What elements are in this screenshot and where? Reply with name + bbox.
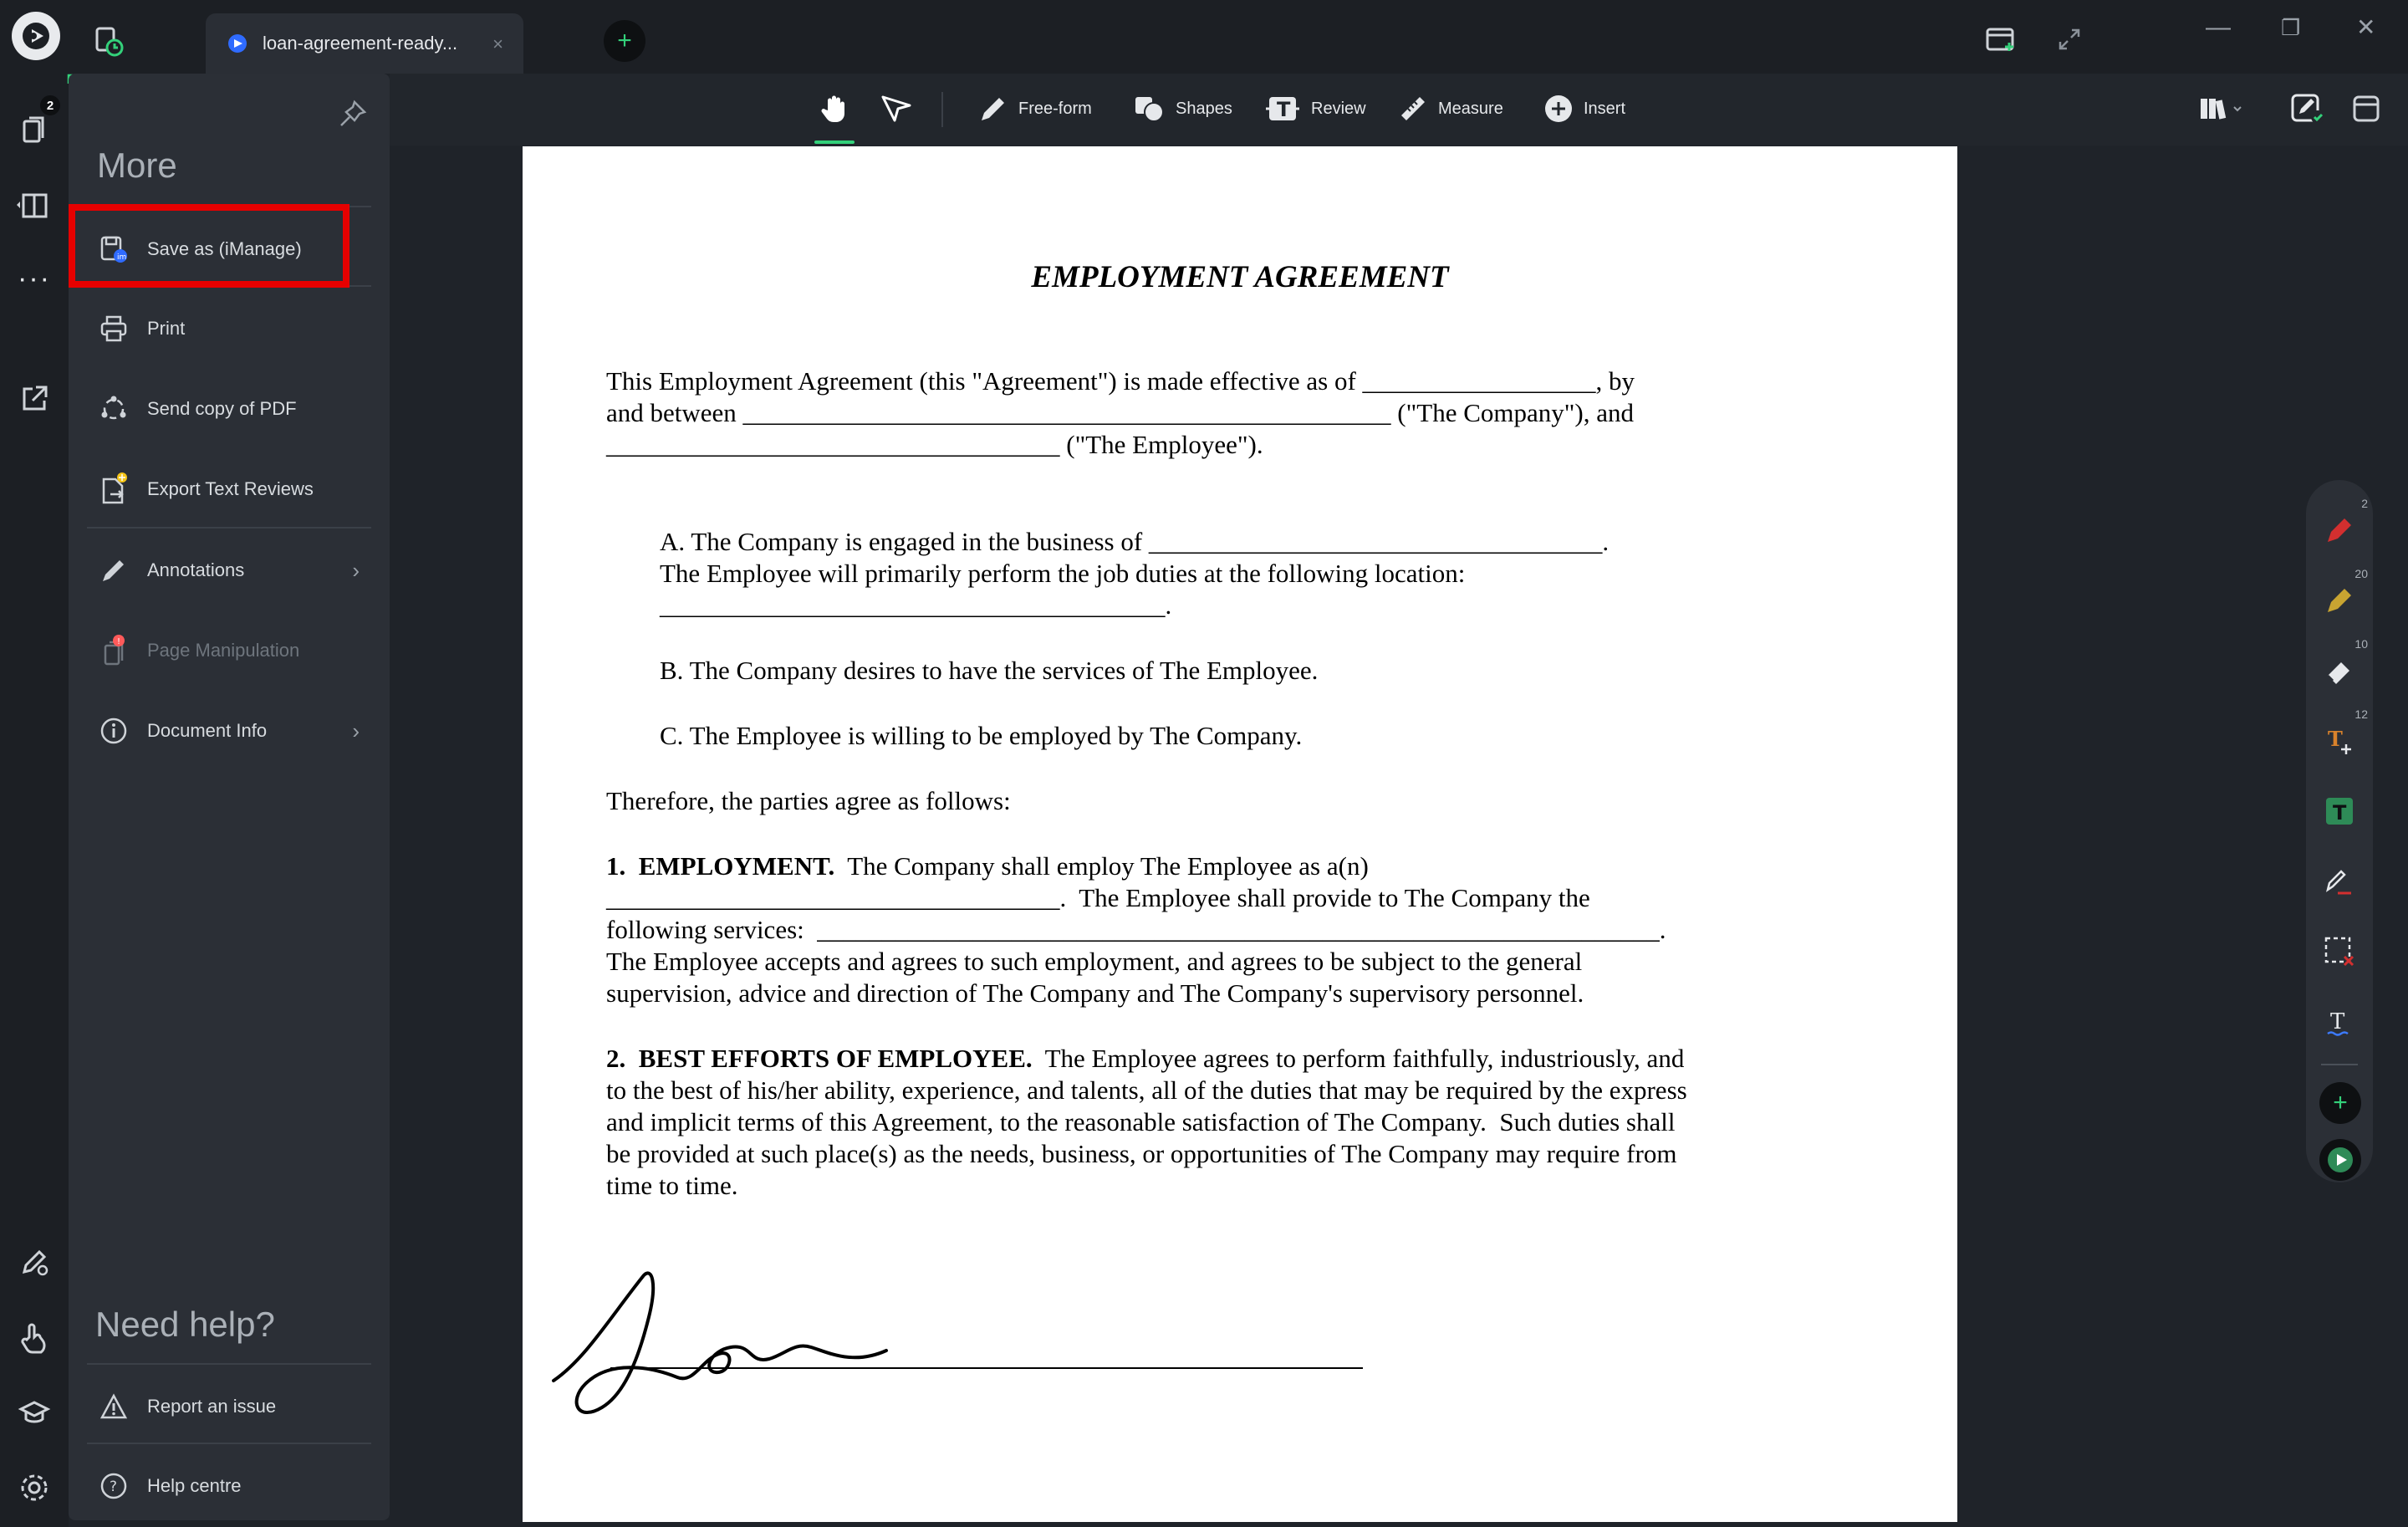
section-1-line: following services: _________________________________________________________________. [606,915,1666,944]
settings-button[interactable] [12,1465,57,1510]
annotations-item[interactable] [87,534,371,606]
panel-title: More [97,146,177,185]
chevron-right-icon: › [352,557,360,583]
intro-line: and between __________________________________________________ ("The Company"), and [606,398,1634,427]
handwritten-signature[interactable] [552,1267,920,1434]
new-window-icon[interactable] [1982,20,2020,59]
intro-line: This Employment Agreement (this "Agreement") is made effective as of __________________, by [606,366,1635,396]
pin-icon[interactable] [338,99,368,133]
review-tool[interactable] [1264,89,1366,129]
pen-icon [978,94,1008,124]
text-box-tool[interactable] [2319,791,2360,831]
sign-tools-button[interactable] [12,1239,57,1284]
recital-a-line: The Employee will primarily perform the job duties at the following location: [660,559,1466,588]
free-form-tool[interactable] [978,89,1092,129]
redact-icon [2323,935,2356,968]
menu-label: Save as (iManage) [147,238,302,259]
edit-mode-button[interactable] [2289,89,2326,129]
text-underline-icon [2323,1005,2356,1039]
books-icon [2197,94,2247,124]
question-icon [99,1471,129,1501]
active-tool-indicator [814,140,855,144]
warning-icon [99,1392,129,1422]
red-pen-tool[interactable] [2319,510,2360,550]
report-issue-item[interactable] [87,1371,371,1443]
book-icon [15,188,54,222]
menu-label: Export Text Reviews [147,478,314,499]
minimize-button[interactable]: — [2206,13,2231,41]
tab-title: loan-agreement-ready... [263,33,458,54]
section-2-text: The Employee agrees to perform faithfully, industriously, and [1032,1044,1685,1073]
svg-text:?: ? [110,1478,118,1495]
section-1-line: ___________________________________. The Employee shall provide to The Company the [606,883,1590,912]
panel-toggle-button[interactable] [2351,89,2381,129]
shapes-icon [1134,94,1166,124]
text-underline-tool[interactable] [2319,1002,2360,1042]
library-view-button[interactable] [2197,89,2247,129]
info-icon [99,716,129,746]
document-info-item[interactable] [87,695,371,767]
eraser-icon [2323,654,2356,687]
section-2-line: to the best of his/her ability, experience, and talents, all of the duties that may be required by the express [606,1075,1687,1105]
close-window-button[interactable]: ✕ [2356,14,2376,40]
add-text-tool[interactable] [2319,721,2360,761]
export-icon [99,474,129,504]
shapes-tool[interactable] [1134,89,1232,129]
export-text-reviews-item[interactable] [87,453,371,525]
toolbar [390,74,2408,146]
pages-panel-button[interactable] [12,98,57,151]
help-title: Need help? [95,1305,275,1344]
library-button[interactable] [12,182,57,227]
chevron-right-icon: › [352,718,360,743]
hand-tool[interactable] [814,89,855,129]
recital-a-line: _______________________________________. [660,590,1172,620]
print-item[interactable] [87,293,371,365]
select-tool[interactable] [876,89,916,129]
section-1-line: supervision, advice and direction of The Company and The Company's supervisory personnel. [606,978,1584,1008]
new-tab-button[interactable]: + [604,20,645,62]
left-rail [0,74,69,1527]
document-page[interactable] [523,146,1957,1522]
annotation-toolbar [2306,480,2373,1182]
red-pen-icon [2323,513,2356,547]
section-2-line: and implicit terms of this Agreement, to the reasonable satisfaction of The Company. Such duties shall [606,1107,1676,1136]
pages-icon [18,111,51,145]
intro-line: ___________________________________ ("The Employee"). [606,430,1263,459]
recent-files-icon[interactable] [87,20,129,62]
assistant-button[interactable] [2319,1139,2361,1181]
menu-label: Document Info [147,720,268,741]
panel-divider [87,1363,371,1365]
pen-icon [99,555,129,585]
menu-label: Print [147,318,186,339]
section-2-first-line [606,1043,1684,1075]
ruler-icon [1398,94,1428,124]
add-tool-button[interactable]: + [2319,1082,2361,1124]
more-dots-icon: ··· [18,262,51,294]
hand-touch-icon [18,1319,51,1356]
external-link-icon [18,382,51,416]
document-tab[interactable] [206,13,523,74]
menu-label: Annotations [147,559,245,580]
section-2-line: be provided at such place(s) as the needs, business, or opportunities of The Company may require from [606,1139,1677,1168]
tool-label: Review [1311,99,1366,118]
menu-label: Help centre [147,1475,242,1496]
document-favicon-icon [227,33,247,54]
measure-tool[interactable] [1398,89,1503,129]
pages-icon [99,636,129,666]
insert-tool[interactable] [1543,89,1625,129]
title-bar [0,0,2408,74]
document-title: EMPLOYMENT AGREEMENT [1031,260,1449,294]
hand-icon [818,92,851,125]
redact-area-tool[interactable] [2319,932,2360,972]
section-1-first-line [606,850,1369,882]
open-external-button[interactable] [12,376,57,421]
cursor-icon [880,92,913,125]
recital-b: B. The Company desires to have the services of The Employee. [660,656,1319,685]
text-box-icon [2323,794,2356,828]
svg-text:T: T [2333,801,2347,825]
panel-divider [87,527,371,529]
highlighter-icon [2323,584,2356,617]
tool-label: Insert [1584,99,1626,118]
edit-check-icon [2289,92,2326,125]
eraser-tool[interactable] [2319,651,2360,691]
tools-divider [2321,1064,2358,1065]
section-2-heading: 2. BEST EFFORTS OF EMPLOYEE. [606,1044,1033,1073]
signature-icon [2323,865,2356,898]
restore-button[interactable]: ❐ [2281,15,2301,40]
tool-label: Measure [1438,99,1503,118]
text-add-icon [2323,724,2356,758]
gear-icon [18,1471,51,1504]
assistant-logo-icon [2326,1146,2354,1174]
section-1-heading: 1. EMPLOYMENT. [606,851,835,881]
recital-a-line: A. The Company is engaged in the business of ___________________________________. [660,527,1610,556]
more-button[interactable] [12,256,57,301]
tool-label: Free-form [1018,99,1092,118]
tool-count: 2 [2361,497,2368,510]
menu-label: Report an issue [147,1396,277,1417]
section-2-line: time to time. [606,1171,738,1200]
recital-c: C. The Employee is willing to be employed by The Company. [660,721,1303,750]
toolbar-separator [941,92,943,127]
section-1-text: The Company shall employ The Employee as a(n) [834,851,1369,881]
page-manipulation-item[interactable] [87,615,371,687]
therefore-line: Therefore, the parties agree as follows: [606,786,1011,815]
more-panel [69,74,390,1520]
sidebar-toggle-icon [2351,94,2381,124]
menu-label: Page Manipulation [147,640,300,661]
signature-tool[interactable] [2319,861,2360,901]
svg-text:im: im [117,253,127,262]
help-centre-item[interactable] [87,1450,371,1522]
share-icon [99,394,129,424]
panel-divider [87,1443,371,1444]
svg-text:!: ! [117,637,121,646]
highlighter-tool[interactable] [2319,580,2360,621]
pages-badge: 2 [40,95,60,115]
plus-circle-icon [1543,94,1574,124]
send-copy-item[interactable] [87,373,371,445]
gesture-button[interactable] [12,1315,57,1360]
fullscreen-icon[interactable] [2050,20,2089,59]
tab-close-button[interactable]: × [492,33,503,54]
tool-label: Shapes [1176,99,1232,118]
menu-label: Send copy of PDF [147,398,297,419]
svg-text:T: T [1277,98,1291,121]
pen-settings-icon [18,1245,51,1279]
svg-text:T: T [2328,727,2343,751]
tool-count: 20 [2354,567,2368,580]
tool-count: 12 [2354,707,2368,721]
highlight-box [69,204,349,288]
text-review-icon [1264,94,1301,124]
tool-count: 10 [2354,637,2368,651]
graduation-cap-icon [18,1396,51,1429]
svg-text:T: T [2330,1009,2345,1034]
section-1-line: The Employee accepts and agrees to such employment, and agrees to be subject to the general [606,947,1583,976]
app-logo[interactable] [12,12,60,60]
printer-icon [99,314,129,344]
learning-button[interactable] [12,1390,57,1435]
